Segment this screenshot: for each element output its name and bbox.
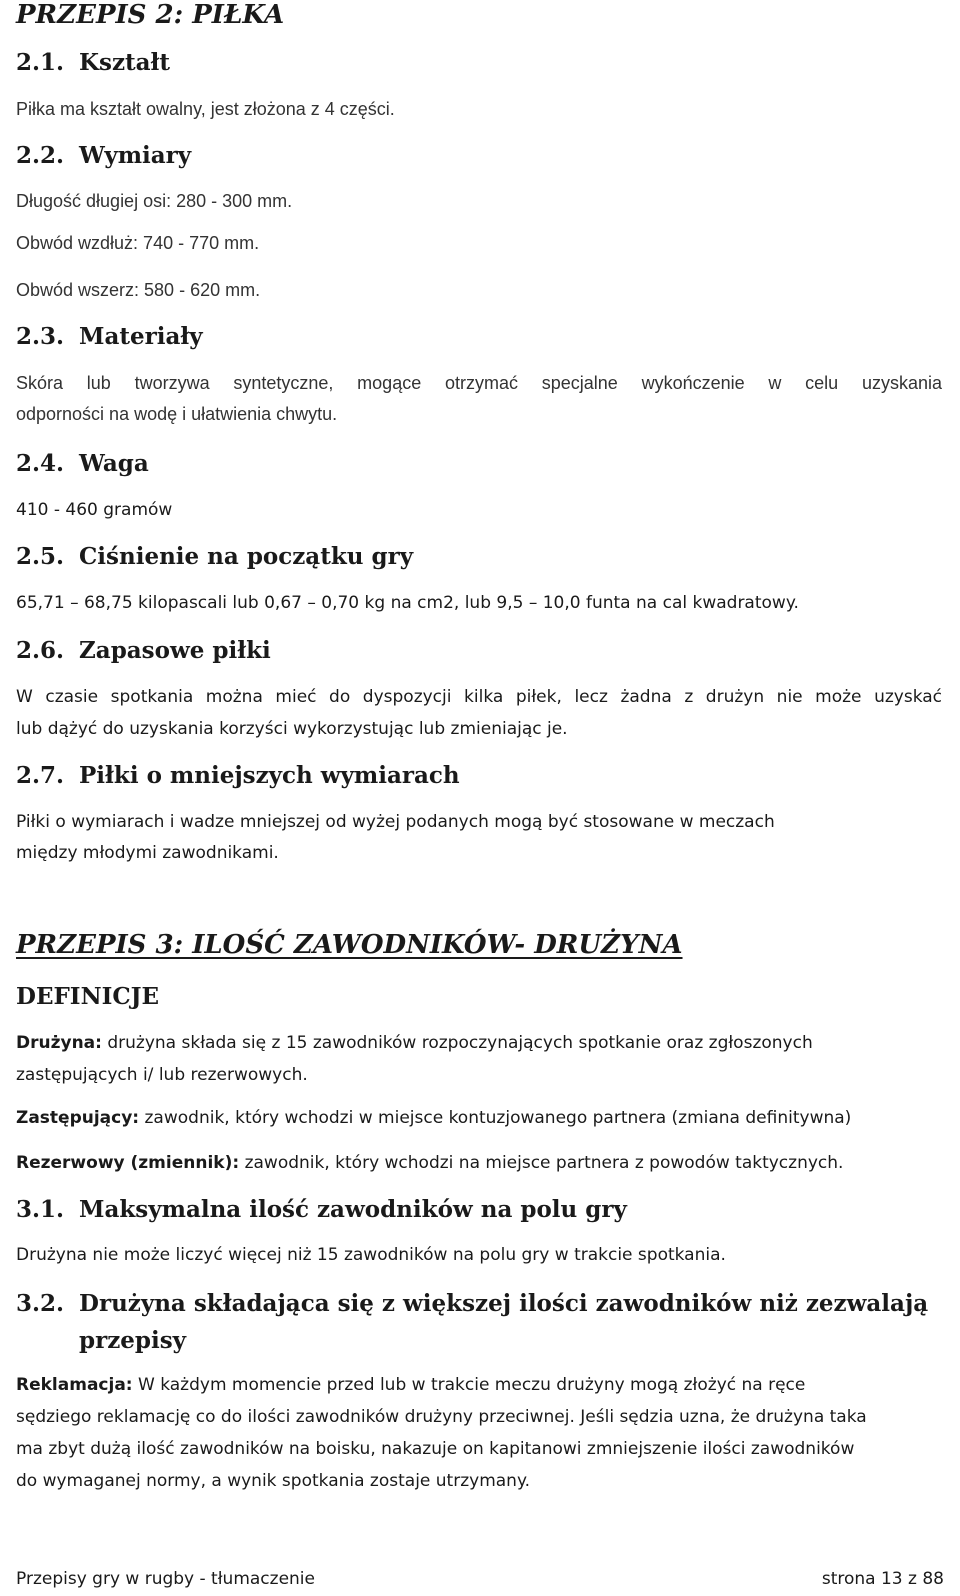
section-3-1-heading: 3.1. Maksymalna ilość zawodników na polu gry — [16, 1196, 627, 1223]
definition-zastepujacy: Zastępujący: zawodnik, który wchodzi w miejsce kontuzjowanego partnera (zmiana definitywna) — [16, 1108, 852, 1128]
section-3-2-heading-line-2: przepisy — [79, 1327, 187, 1354]
section-2-2-line-2: Obwód wzdłuż: 740 - 770 mm. — [16, 233, 260, 253]
section-2-7-line-1: Piłki o wymiarach i wadze mniejszej od wyżej podanych mogą być stosowane w meczach — [16, 812, 775, 832]
section-2-4-heading: 2.4. Waga — [16, 450, 149, 477]
page-number: strona 13 z 88 — [821, 1569, 944, 1589]
definition-term: Zastępujący: — [16, 1108, 140, 1128]
definitions-heading: DEFINICJE — [16, 983, 160, 1010]
section-2-3-line-2: odporności na wodę i ułatwienia chwytu. — [16, 404, 338, 424]
definition-druzyna-line-2: zastępujących i/ lub rezerwowych. — [16, 1065, 308, 1085]
section-2-3-heading: 2.3. Materiały — [16, 323, 203, 350]
reklamacja-line-2: sędziego reklamację co do ilości zawodników drużyny przeciwnej. Jeśli sędzia uzna, że drużyna taka — [16, 1407, 867, 1427]
footer-title: Przepisy gry w rugby - tłumaczenie — [16, 1569, 315, 1589]
section-3-2-heading: 3.2. Drużyna składająca się z większej ilości zawodników niż zezwalają — [16, 1290, 929, 1317]
section-2-7-heading: 2.7. Piłki o mniejszych wymiarach — [16, 762, 460, 789]
section-2-6-line-1: W czasie spotkania można mieć do dyspozycji kilka piłek, lecz żadna z drużyn nie może uzyskać — [16, 687, 942, 707]
section-3-1-text: Drużyna nie może liczyć więcej niż 15 zawodników na polu gry w trakcie spotkania. — [16, 1245, 726, 1265]
section-2-5-text: 65,71 – 68,75 kilopascali lub 0,67 – 0,70 kg na cm2, lub 9,5 – 10,0 funta na cal kwadratowy. — [16, 593, 799, 613]
reklamacja-term: Reklamacja: — [16, 1375, 133, 1395]
section-2-1-text: Piłka ma kształt owalny, jest złożona z 4 części. — [16, 99, 395, 119]
definition-druzyna: Drużyna: drużyna składa się z 15 zawodników rozpoczynających spotkanie oraz zgłoszonych — [16, 1033, 813, 1053]
section-2-7-line-2: między młodymi zawodnikami. — [16, 843, 279, 863]
section-2-2-heading: 2.2. Wymiary — [16, 142, 192, 169]
section-2-1-heading: 2.1. Kształt — [16, 49, 171, 76]
section-2-2-line-3: Obwód wszerz: 580 - 620 mm. — [16, 280, 261, 300]
definition-term: Rezerwowy (zmiennik): — [16, 1153, 240, 1173]
definition-rezerwowy: Rezerwowy (zmiennik): zawodnik, który wchodzi na miejsce partnera z powodów taktycznych. — [16, 1153, 844, 1173]
rule3-title: PRZEPIS 3: ILOŚĆ ZAWODNIKÓW- DRUŻYNA — [16, 930, 683, 960]
section-2-6-line-2: lub dążyć do uzyskania korzyści wykorzystując lub zmieniając je. — [16, 719, 568, 739]
section-2-5-heading: 2.5. Ciśnienie na początku gry — [16, 543, 414, 570]
rule2-title: PRZEPIS 2: PIŁKA — [16, 0, 285, 30]
section-2-3-line-1: Skóra lub tworzywa syntetyczne, mogące otrzymać specjalne wykończenie w celu uzyskania — [16, 373, 942, 393]
section-2-2-line-1: Długość długiej osi: 280 - 300 mm. — [16, 191, 293, 211]
reklamacja-line-3: ma zbyt dużą ilość zawodników na boisku, nakazuje on kapitanowi zmniejszenie ilości zawodników — [16, 1439, 855, 1459]
reklamacja-line-4: do wymaganej normy, a wynik spotkania zostaje utrzymany. — [16, 1471, 530, 1491]
reklamacja-line-1: Reklamacja: W każdym momencie przed lub w trakcie meczu drużyny mogą złożyć na ręce — [16, 1375, 806, 1395]
section-2-6-heading: 2.6. Zapasowe piłki — [16, 637, 271, 664]
definition-term: Drużyna: — [16, 1033, 102, 1053]
section-2-4-text: 410 - 460 gramów — [16, 500, 173, 520]
